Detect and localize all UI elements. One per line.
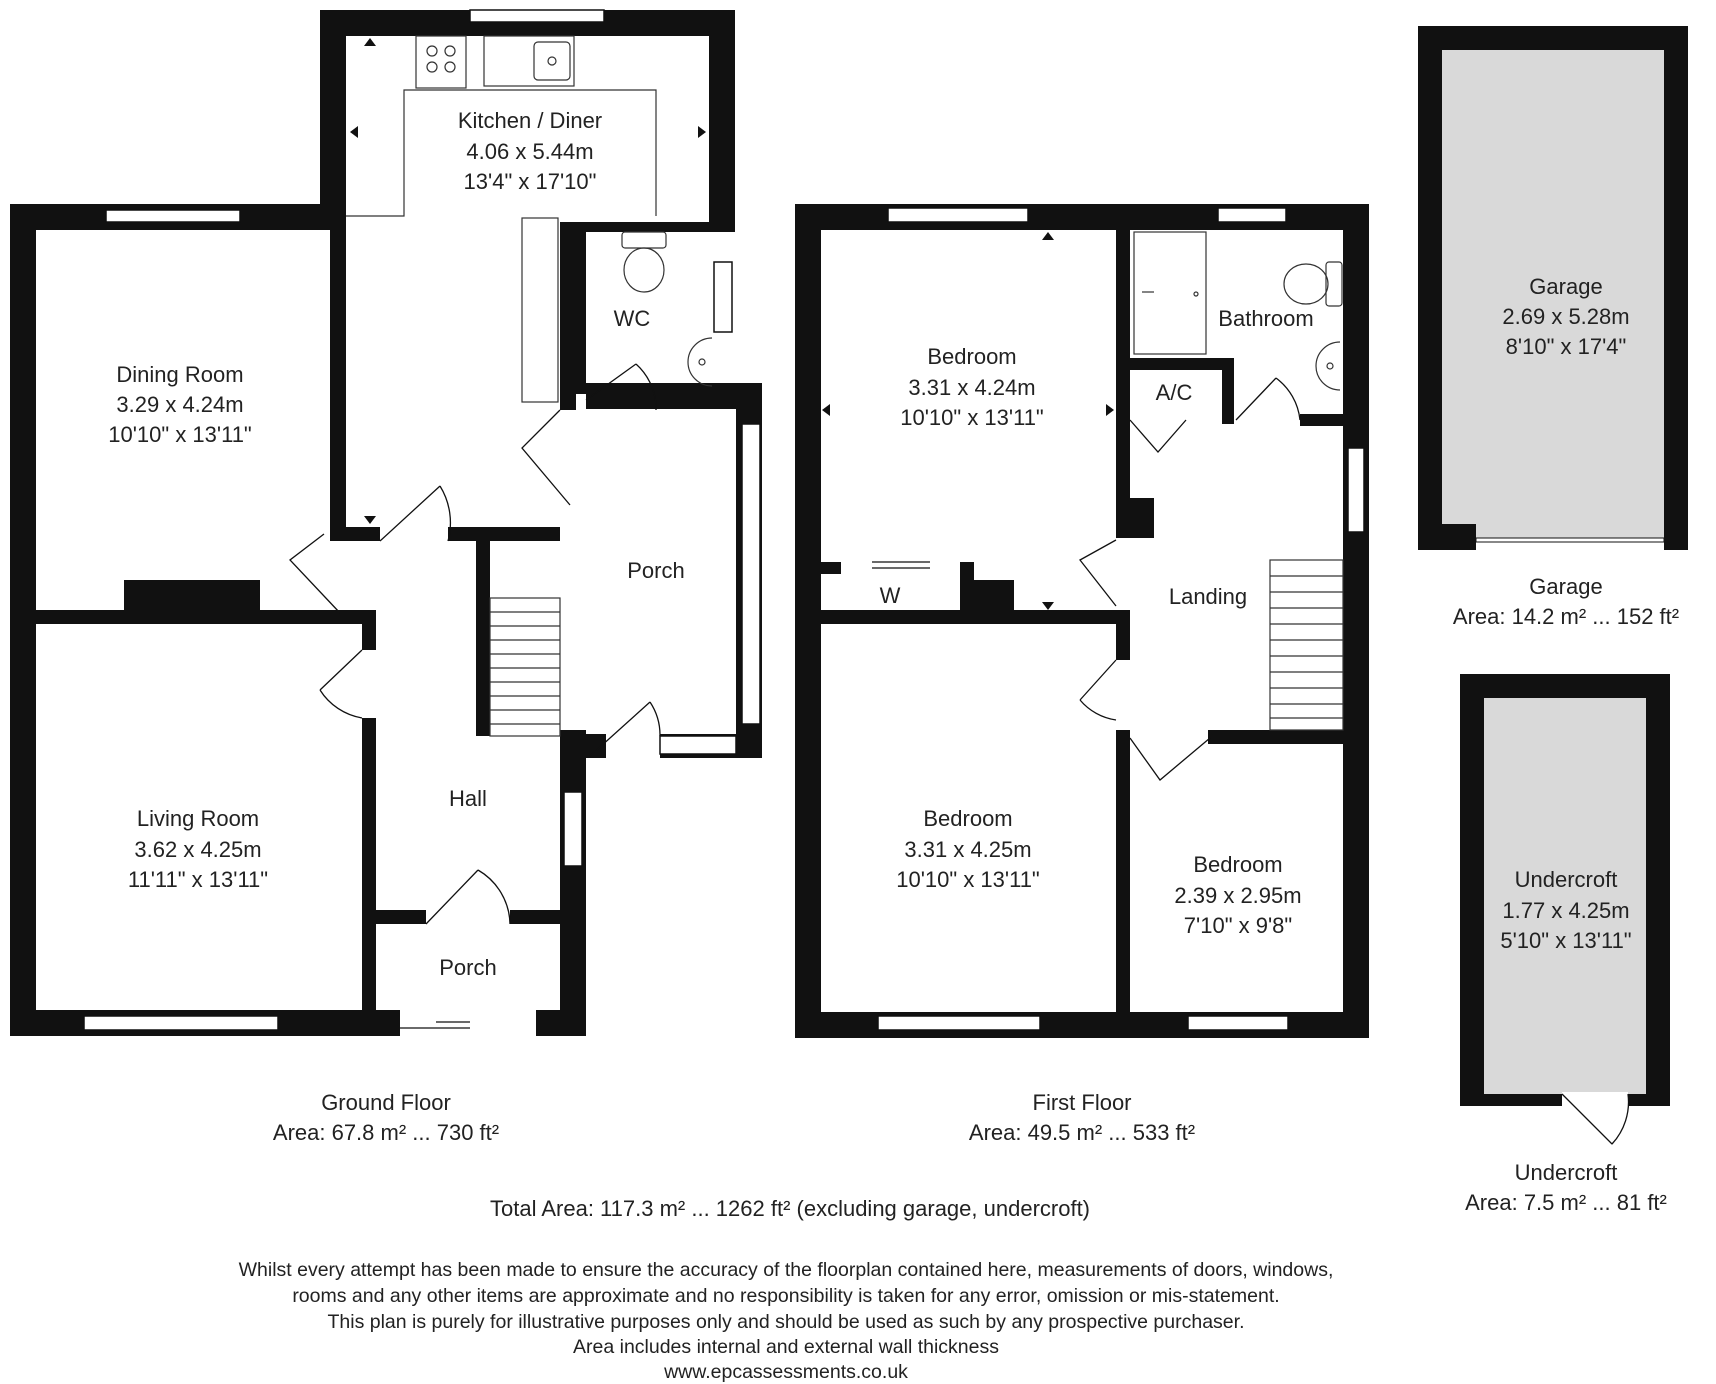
disclaimer-line-3: This plan is purely for illustrative purposes only and should be used as such by any prospective purchaser. — [327, 1311, 1245, 1333]
hall-label: Hall — [449, 786, 487, 811]
garage-imperial: 8'10" x 17'4" — [1505, 334, 1627, 359]
living-imperial: 11'11" x 13'11" — [127, 867, 269, 892]
disclaimer-line-1: Whilst every attempt has been made to ensure the accuracy of the floorplan contained here, measurements of doors, windows, — [238, 1259, 1334, 1281]
garage-title: Garage — [1529, 574, 1603, 599]
garage-metric: 2.69 x 5.28m — [1502, 304, 1630, 329]
bedroom2-name: Bedroom — [923, 806, 1013, 831]
wc-label: WC — [613, 306, 651, 331]
garage-area: Area: 14.2 m² ... 152 ft² — [1452, 604, 1680, 629]
disclaimer-line-4: Area includes internal and external wall thickness — [573, 1336, 999, 1358]
undercroft-area: Area: 7.5 m² ... 81 ft² — [1465, 1190, 1667, 1215]
disclaimer-line-2: rooms and any other items are approximate and no responsibility is taken for any error, omission or mis-statement. — [292, 1285, 1280, 1307]
kitchen-metric: 4.06 x 5.44m — [466, 139, 594, 164]
first-floor-title: First Floor — [1032, 1090, 1132, 1115]
porch-side-label: Porch — [627, 558, 685, 583]
website-link[interactable]: www.epcassessments.co.uk — [664, 1361, 908, 1383]
living-name: Living Room — [136, 806, 260, 831]
dining-name: Dining Room — [116, 362, 244, 387]
kitchen-name: Kitchen / Diner — [457, 108, 603, 133]
bathroom-label: Bathroom — [1218, 306, 1314, 331]
ground-floor-plan — [10, 10, 762, 1036]
bedroom1-name: Bedroom — [927, 344, 1017, 369]
garage-name: Garage — [1529, 274, 1603, 299]
bedroom3-imperial: 7'10" x 9'8" — [1183, 913, 1293, 938]
first-floor-area: Area: 49.5 m² ... 533 ft² — [968, 1120, 1196, 1145]
bedroom3-metric: 2.39 x 2.95m — [1174, 883, 1302, 908]
wardrobe-label: W — [879, 583, 901, 608]
bedroom1-imperial: 10'10" x 13'11" — [900, 405, 1044, 430]
porch-front-label: Porch — [439, 955, 497, 980]
kitchen-imperial: 13'4" x 17'10" — [463, 169, 597, 194]
bedroom2-metric: 3.31 x 4.25m — [904, 837, 1032, 862]
ac-label: A/C — [1155, 380, 1193, 405]
undercroft-name: Undercroft — [1514, 867, 1618, 892]
bedroom2-imperial: 10'10" x 13'11" — [896, 867, 1040, 892]
landing-label: Landing — [1168, 584, 1248, 609]
ground-floor-area: Area: 67.8 m² ... 730 ft² — [272, 1120, 500, 1145]
living-metric: 3.62 x 4.25m — [134, 837, 262, 862]
disclaimer — [239, 1259, 1334, 1383]
dining-metric: 3.29 x 4.24m — [116, 392, 244, 417]
total-area: Total Area: 117.3 m² ... 1262 ft² (excluding garage, undercroft) — [489, 1196, 1091, 1221]
undercroft-title: Undercroft — [1514, 1160, 1618, 1185]
undercroft-metric: 1.77 x 4.25m — [1502, 898, 1630, 923]
dining-imperial: 10'10" x 13'11" — [108, 422, 252, 447]
undercroft-imperial: 5'10" x 13'11" — [1500, 928, 1632, 953]
bedroom3-name: Bedroom — [1193, 852, 1283, 877]
bedroom1-metric: 3.31 x 4.24m — [908, 375, 1036, 400]
ground-floor-title: Ground Floor — [321, 1090, 451, 1115]
